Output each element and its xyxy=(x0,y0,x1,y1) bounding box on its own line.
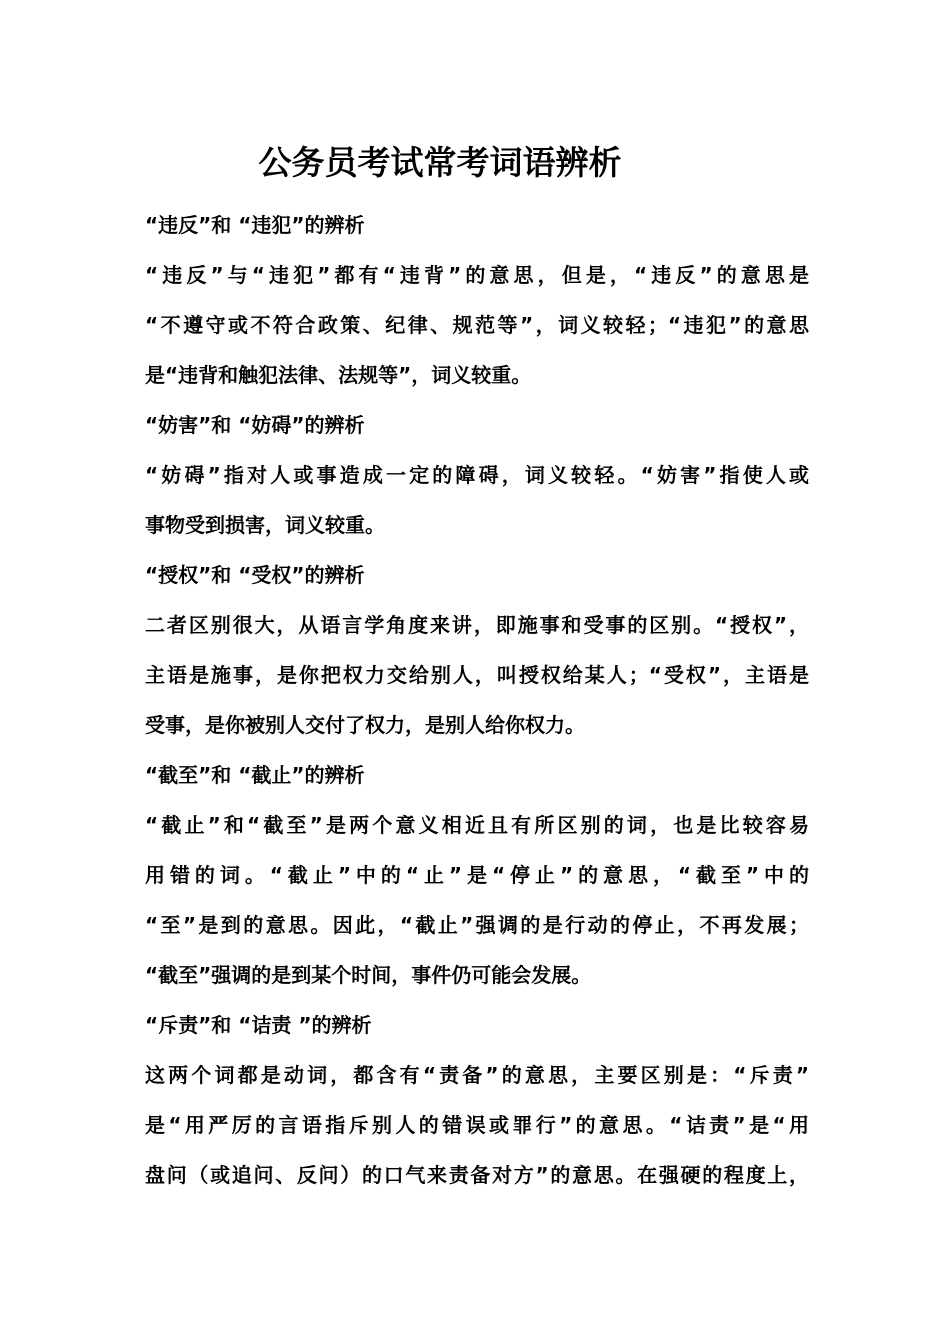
paragraph-line: “违反”与“违犯”都有“违背”的意思，但是，“违反”的意思是 xyxy=(145,263,809,287)
paragraph-line: 用错的词。“截止”中的“止”是“停止”的意思，“截至”中的 xyxy=(145,863,809,887)
paragraph-line: 事物受到损害，词义较重。 xyxy=(145,513,385,537)
paragraph-line: 二者区别很大，从语言学角度来讲，即施事和受事的区别。“授权”， xyxy=(145,613,809,637)
section-heading-jiezhi: “截至”和 “截止”的辨析 xyxy=(145,763,365,787)
paragraph-line: 这两个词都是动词，都含有“责备”的意思，主要区别是：“斥责” xyxy=(145,1063,809,1087)
paragraph-line: “不遵守或不符合政策、纪律、规范等”，词义较轻；“违犯”的意思 xyxy=(145,313,809,337)
section-heading-weifan: “违反”和 “违犯”的辨析 xyxy=(145,213,365,237)
paragraph-line: 主语是施事，是你把权力交给别人，叫授权给某人；“受权”，主语是 xyxy=(145,663,809,687)
section-heading-fanghai: “妨害”和 “妨碍”的辨析 xyxy=(145,413,365,437)
paragraph-line: “妨碍”指对人或事造成一定的障碍，词义较轻。“妨害”指使人或 xyxy=(145,463,809,487)
paragraph-line: “截至”强调的是到某个时间，事件仍可能会发展。 xyxy=(145,963,592,987)
section-heading-chize: “斥责”和 “诘责 ”的辨析 xyxy=(145,1013,372,1037)
paragraph-line: 是“违背和触犯法律、法规等”，词义较重。 xyxy=(145,363,532,387)
section-heading-shouquan: “授权”和 “受权”的辨析 xyxy=(145,563,365,587)
paragraph-line: 盘问（或追问、反问）的口气来责备对方”的意思。在强硬的程度上， xyxy=(145,1163,809,1187)
paragraph-line: “至”是到的意思。因此，“截止”强调的是行动的停止，不再发展； xyxy=(145,913,809,937)
paragraph-line: “截止”和“截至”是两个意义相近且有所区别的词，也是比较容易 xyxy=(145,813,809,837)
paragraph-line: 受事，是你被别人交付了权力，是别人给你权力。 xyxy=(145,713,585,737)
document-title: 公务员考试常考词语辨析 xyxy=(258,143,622,182)
paragraph-line: 是“用严厉的言语指斥别人的错误或罪行”的意思。“诘责”是“用 xyxy=(145,1113,809,1137)
